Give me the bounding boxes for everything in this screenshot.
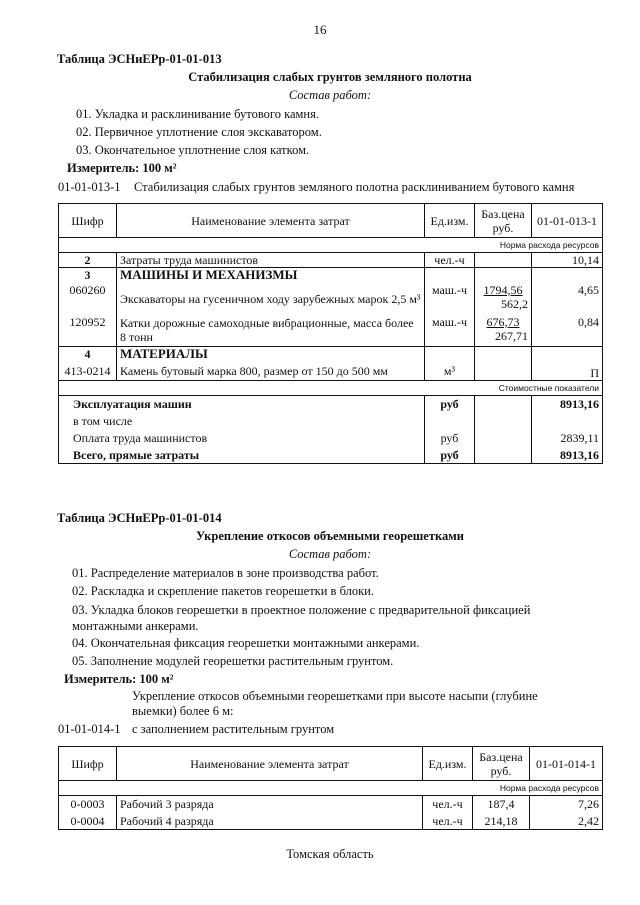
cost-name: Оплата труда машинистов bbox=[59, 430, 425, 447]
table-2-work-item: 02. Раскладка и скрепление пакетов георешетки в блоки. bbox=[72, 584, 374, 598]
row-price: 214,18 bbox=[473, 813, 530, 830]
cost-value: 8913,16 bbox=[532, 447, 603, 464]
row-price bbox=[475, 268, 532, 283]
header-code: Шифр bbox=[59, 747, 117, 781]
row-name: МАШИНЫ И МЕХАНИЗМЫ bbox=[117, 268, 425, 283]
row-price bbox=[475, 362, 532, 381]
row-name: Рабочий 3 разряда bbox=[117, 796, 423, 813]
page-number: 16 bbox=[313, 22, 327, 37]
table-1-code-description: Стабилизация слабых грунтов земляного полотна расклиниванием бутового камня bbox=[134, 180, 575, 194]
table-2-work-item: 05. Заполнение модулей георешетки растительным грунтом. bbox=[72, 654, 394, 668]
row-name: Катки дорожные самоходные вибрационные, масса более 8 тонн bbox=[117, 315, 425, 347]
table-1-code: 01-01-013-1 bbox=[58, 180, 121, 194]
row-name: Экскаваторы на гусеничном ходу зарубежных марок 2,5 м³ bbox=[117, 283, 425, 315]
cost-row bbox=[59, 413, 603, 430]
table-2 bbox=[58, 746, 603, 830]
table-2-work-item: 04. Окончательная фиксация георешетки монтажными анкерами. bbox=[72, 636, 420, 650]
table-row bbox=[59, 362, 603, 381]
row-name: МАТЕРИАЛЫ bbox=[117, 347, 425, 362]
table-row bbox=[59, 315, 603, 347]
row-code: 120952 bbox=[59, 315, 117, 347]
row-value: П bbox=[532, 362, 603, 381]
header-price: Баз.цена руб. bbox=[475, 204, 532, 238]
row-value: 7,26 bbox=[530, 796, 603, 813]
row-name: Затраты труда машинистов bbox=[117, 253, 425, 268]
table-2-code-description: с заполнением растительным грунтом bbox=[132, 722, 335, 736]
table-1-name: Стабилизация слабых грунтов земляного полотна bbox=[188, 70, 472, 84]
cost-row bbox=[59, 430, 603, 447]
table-1-composition-label: Состав работ: bbox=[288, 88, 372, 102]
row-value: 10,14 bbox=[532, 253, 603, 268]
row-name: Камень бутовый марка 800, размер от 150 до 500 мм bbox=[117, 362, 425, 381]
row-unit: чел.-ч bbox=[425, 253, 475, 268]
cost-name: в том числе bbox=[59, 413, 425, 430]
cost-label-row bbox=[59, 381, 603, 396]
table-1-work-item: 03. Окончательное уплотнение слоя катком. bbox=[76, 143, 310, 157]
row-value bbox=[532, 347, 603, 362]
cost-unit: руб bbox=[425, 430, 475, 447]
row-unit bbox=[425, 347, 475, 362]
table-row bbox=[59, 347, 603, 362]
table-row bbox=[59, 796, 603, 813]
cost-price bbox=[475, 396, 532, 413]
table-1-work-item: 02. Первичное уплотнение слоя экскаватором. bbox=[76, 125, 322, 139]
row-unit: маш.-ч bbox=[425, 283, 475, 315]
price-base: 1794,56 bbox=[483, 282, 523, 297]
cost-name: Всего, прямые затраты bbox=[59, 447, 425, 464]
row-unit: чел.-ч bbox=[423, 796, 473, 813]
row-price bbox=[475, 283, 532, 315]
header-name: Наименование элемента затрат bbox=[117, 747, 423, 781]
norm-label: Норма расхода ресурсов bbox=[59, 781, 603, 796]
price-secondary: 562,2 bbox=[501, 296, 528, 311]
row-value: 0,84 bbox=[532, 315, 603, 347]
page-footer: Томская область bbox=[286, 847, 374, 861]
row-value bbox=[532, 268, 603, 283]
cost-price bbox=[475, 413, 532, 430]
price-secondary: 267,71 bbox=[495, 328, 528, 343]
header-name: Наименование элемента затрат bbox=[117, 204, 425, 238]
table-2-work-item: 01. Распределение материалов в зоне производства работ. bbox=[72, 566, 379, 580]
table-row bbox=[59, 813, 603, 830]
row-name: Рабочий 4 разряда bbox=[117, 813, 423, 830]
row-unit: м³ bbox=[425, 362, 475, 381]
row-price bbox=[475, 315, 532, 347]
norm-label: Норма расхода ресурсов bbox=[59, 238, 603, 253]
table-2-title: Таблица ЭСНиЕРр-01-01-014 bbox=[57, 511, 222, 525]
row-code: 4 bbox=[59, 347, 117, 362]
cost-unit: руб bbox=[425, 396, 475, 413]
row-price bbox=[475, 347, 532, 362]
norm-label-row bbox=[59, 238, 603, 253]
cost-unit: руб bbox=[425, 447, 475, 464]
cost-price bbox=[475, 447, 532, 464]
header-column-code: 01-01-014-1 bbox=[530, 747, 603, 781]
cost-row bbox=[59, 447, 603, 464]
table-1 bbox=[58, 203, 603, 464]
table-2-measure: Измеритель: 100 м² bbox=[64, 672, 174, 686]
row-unit: маш.-ч bbox=[425, 315, 475, 347]
header-unit: Ед.изм. bbox=[425, 204, 475, 238]
row-code: 0-0004 bbox=[59, 813, 117, 830]
table-2-name: Укрепление откосов объемными георешетками bbox=[196, 529, 464, 543]
row-value: 4,65 bbox=[532, 283, 603, 315]
row-code: 0-0003 bbox=[59, 796, 117, 813]
header-code: Шифр bbox=[59, 204, 117, 238]
row-code: 413-0214 bbox=[59, 362, 117, 381]
table-row bbox=[59, 283, 603, 315]
norm-label-row bbox=[59, 781, 603, 796]
price-base: 676,73 bbox=[486, 314, 520, 329]
row-code: 060260 bbox=[59, 283, 117, 315]
row-code: 3 bbox=[59, 268, 117, 283]
row-unit: чел.-ч bbox=[423, 813, 473, 830]
table-2-composition-label: Состав работ: bbox=[288, 547, 372, 561]
table-2-group-description: Укрепление откосов объемными георешетками при высоте насыпи (глубине выемки) более 6 м: bbox=[132, 689, 538, 718]
cost-value bbox=[532, 413, 603, 430]
table-1-measure: Измеритель: 100 м² bbox=[67, 161, 177, 175]
cost-value: 2839,11 bbox=[532, 430, 603, 447]
row-price: 187,4 bbox=[473, 796, 530, 813]
table-2-header-row bbox=[59, 747, 603, 781]
header-column-code: 01-01-013-1 bbox=[532, 204, 603, 238]
table-1-header-row bbox=[59, 204, 603, 238]
row-price bbox=[475, 253, 532, 268]
cost-value: 8913,16 bbox=[532, 396, 603, 413]
cost-price bbox=[475, 430, 532, 447]
header-unit: Ед.изм. bbox=[423, 747, 473, 781]
header-price: Баз.цена руб. bbox=[473, 747, 530, 781]
cost-label: Стоимостные показатели bbox=[59, 381, 603, 396]
table-1-work-item: 01. Укладка и расклинивание бутового камня. bbox=[76, 107, 319, 121]
table-row bbox=[59, 253, 603, 268]
row-unit bbox=[425, 268, 475, 283]
table-1-title: Таблица ЭСНиЕРр-01-01-013 bbox=[57, 52, 222, 66]
cost-unit bbox=[425, 413, 475, 430]
cost-name: Эксплуатация машин bbox=[59, 396, 425, 413]
table-2-code: 01-01-014-1 bbox=[58, 722, 121, 736]
row-code: 2 bbox=[59, 253, 117, 268]
row-value: 2,42 bbox=[530, 813, 603, 830]
table-row bbox=[59, 268, 603, 283]
cost-row bbox=[59, 396, 603, 413]
table-2-work-item: 03. Укладка блоков георешетки в проектное положение с предварительной фиксацией монтажными анкерами. bbox=[72, 603, 531, 633]
